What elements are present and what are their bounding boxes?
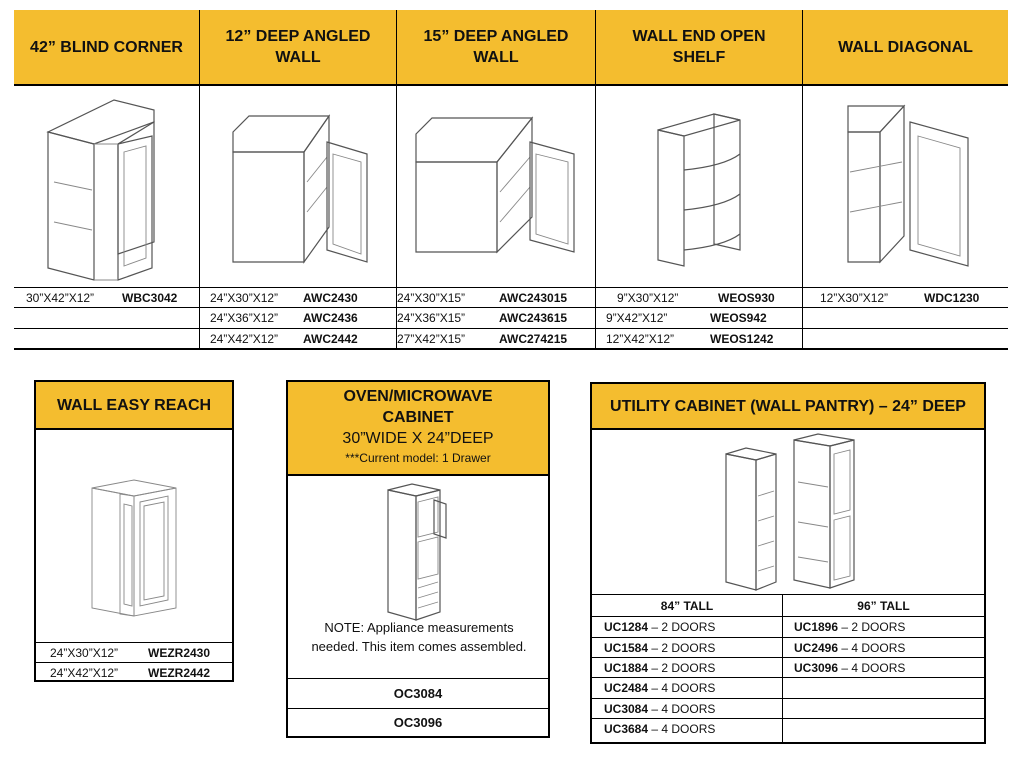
row2-col4-size: 9”X42”X12” — [606, 311, 668, 325]
utility-84-row-5: UC3084 – 4 DOORS — [604, 701, 716, 716]
row3-col4-code: WEOS1242 — [710, 331, 774, 346]
oven-title: OVEN/MICROWAVE CABINET — [343, 388, 493, 426]
utility-84-row-3: UC1884 – 2 DOORS — [604, 660, 716, 675]
utility-84-cabinet-drawing — [720, 446, 782, 594]
header-12-deep-angled: 12” DEEP ANGLED WALL — [200, 10, 396, 84]
row3-col2-size: 24”X42”X12” — [210, 331, 279, 346]
row2-col4-code: WEOS942 — [710, 311, 767, 325]
easy-reach-cabinet-drawing — [84, 476, 184, 626]
easy-reach-header: WALL EASY REACH — [36, 382, 232, 430]
easy-reach-box — [34, 380, 234, 682]
easy-reach-row2-code: WEZR2442 — [148, 665, 211, 680]
row1-col2-code: AWC2430 — [303, 290, 358, 305]
header-blind-corner: 42” BLIND CORNER — [14, 10, 199, 84]
oven-code-2: OC3096 — [393, 715, 443, 730]
row1-col4-size: 9”X30”X12” — [617, 290, 679, 305]
row1-col3-code: AWC243015 — [499, 290, 568, 305]
oven-note: NOTE: Appliance measurements needed. This item comes assembled. — [311, 620, 527, 654]
oven-cabinet-box — [286, 380, 550, 738]
utility-96-header: 96” TALL — [857, 598, 910, 613]
blind-corner-cabinet-drawing — [44, 92, 174, 282]
row2-col2-code: AWC2436 — [303, 311, 358, 325]
header-wall-end-open-shelf: WALL END OPEN SHELF — [596, 10, 802, 84]
row3-col4-size: 12”X42”X12” — [606, 331, 675, 346]
row3-col2-code: AWC2442 — [303, 331, 358, 346]
angled-wall-15-drawing — [412, 112, 582, 262]
utility-header: UTILITY CABINET (WALL PANTRY) – 24” DEEP — [592, 384, 984, 430]
oven-cabinet-drawing — [382, 482, 452, 624]
oven-current-model-note: ***Current model: 1 Drawer — [345, 451, 491, 465]
row3-col3-size: 27”X42”X15” — [397, 331, 466, 346]
utility-84-row-1: UC1284 – 2 DOORS — [604, 620, 716, 634]
easy-reach-row1-size: 24”X30”X12” — [50, 645, 119, 660]
utility-84-row-4: UC2484 – 4 DOORS — [604, 681, 716, 695]
row2-col3-size: 24”X36”X15” — [397, 311, 466, 325]
row2-col3-code: AWC243615 — [499, 311, 568, 325]
oven-code-1: OC3084 — [393, 686, 443, 701]
utility-84-row-2: UC1584 – 2 DOORS — [604, 640, 716, 655]
utility-96-row-2: UC2496 – 4 DOORS — [794, 640, 906, 655]
row1-col4-code: WEOS930 — [718, 290, 775, 305]
utility-96-row-3: UC3096 – 4 DOORS — [794, 660, 906, 675]
wall-end-open-shelf-drawing — [654, 110, 744, 270]
row1-col1-code: WBC3042 — [122, 290, 178, 305]
row3-col3-code: AWC274215 — [499, 331, 568, 346]
top-cabinet-table — [14, 10, 1008, 350]
utility-96-cabinet-drawing — [788, 432, 864, 592]
utility-84-header: 84” TALL — [660, 598, 714, 613]
easy-reach-row2-size: 24”X42”X12” — [50, 665, 119, 680]
row1-col5-size: 12”X30”X12” — [820, 290, 889, 305]
header-15-deep-angled: 15” DEEP ANGLED WALL — [397, 10, 595, 84]
row2-col2-size: 24”X36”X12” — [210, 311, 279, 325]
row1-col3-size: 24”X30”X15” — [397, 290, 466, 305]
oven-subtitle: 30”WIDE X 24”DEEP — [342, 430, 494, 447]
utility-96-row-1: UC1896 – 2 DOORS — [794, 620, 906, 634]
oven-header — [288, 382, 548, 476]
easy-reach-row1-code: WEZR2430 — [148, 645, 211, 660]
utility-84-row-6: UC3684 – 4 DOORS — [604, 722, 716, 736]
utility-cabinet-box — [590, 382, 986, 744]
angled-wall-12-drawing — [229, 112, 374, 272]
wall-diagonal-drawing — [844, 102, 974, 272]
row1-col1-size: 30”X42”X12” — [26, 290, 95, 305]
row1-col5-code: WDC1230 — [924, 290, 980, 305]
header-wall-diagonal: WALL DIAGONAL — [803, 10, 1008, 84]
row1-col2-size: 24”X30”X12” — [210, 290, 279, 305]
